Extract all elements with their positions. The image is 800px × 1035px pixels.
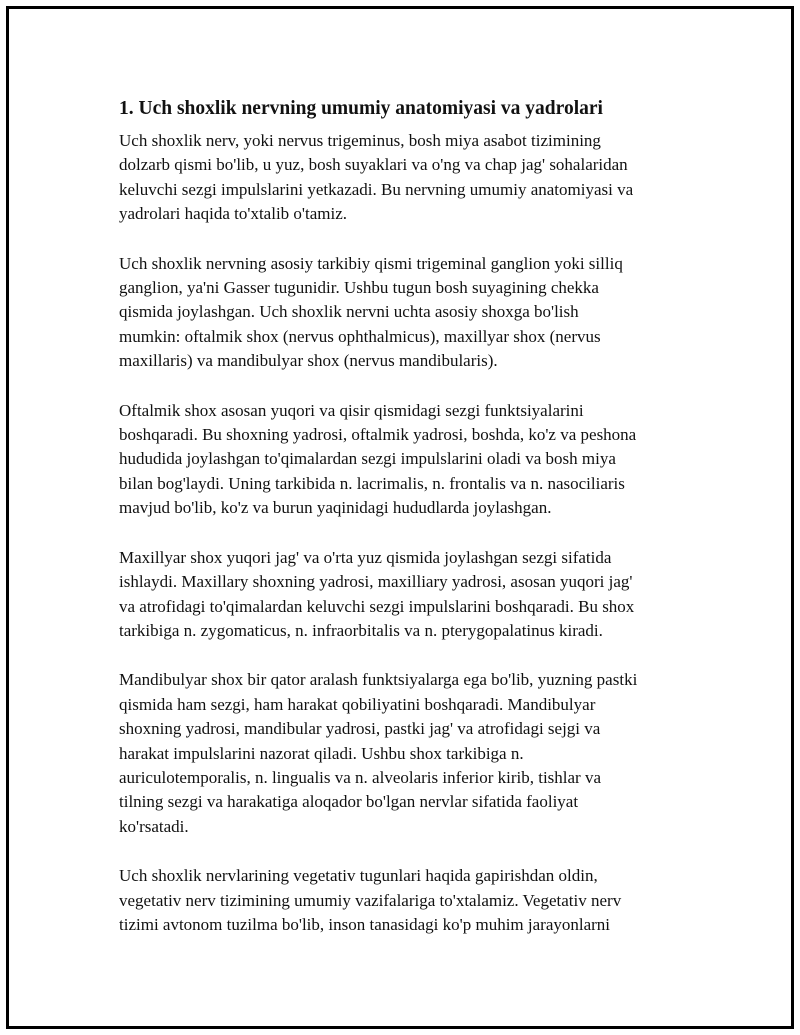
text-line: vegetativ nerv tizimining umumiy vazifalariga to'xtalamiz. Vegetativ nerv: [119, 890, 622, 910]
paragraph: [119, 668, 691, 839]
text-line: maxillaris) va mandibulyar shox (nervus mandibularis).: [119, 351, 498, 371]
text-line: yadrolari haqida to'xtalib o'tamiz.: [119, 204, 347, 224]
paragraph: [119, 129, 691, 227]
text-line: Uch shoxlik nerv, yoki nervus trigeminus, bosh miya asabot tizimining: [119, 131, 601, 150]
paragraph: [119, 864, 691, 937]
text-line: va atrofidagi to'qimalardan keluvchi sezgi impulslarini boshqaradi. Bu shox: [119, 596, 635, 616]
text-line: qismida ham sezgi, ham harakat qobiliyatini boshqaradi. Mandibulyar: [119, 694, 596, 714]
text-line: mumkin: oftalmik shox (nervus ophthalmicus), maxillyar shox (nervus: [119, 326, 601, 346]
text-line: tarkibiga n. zygomaticus, n. infraorbitalis va n. pterygopalatinus kiradi.: [119, 620, 603, 640]
text-line: ko'rsatadi.: [119, 816, 189, 836]
text-line: qismida joylashgan. Uch shoxlik nervni uchta asosiy shoxga bo'lish: [119, 302, 579, 322]
text-line: mavjud bo'lib, ko'z va burun yaqinidagi hududlarda joylashgan.: [119, 498, 552, 518]
text-line: harakat impulslarini nazorat qiladi. Ushbu shox tarkibiga n.: [119, 743, 524, 763]
text-line: Uch shoxlik nervning asosiy tarkibiy qismi trigeminal ganglion yoki silliq: [119, 253, 623, 273]
text-line: ishlaydi. Maxillary shoxning yadrosi, maxilliary yadrosi, asosan yuqori jag': [119, 572, 633, 592]
text-line: Mandibulyar shox bir qator aralash funktsiyalarga ega bo'lib, yuzning pastki: [119, 670, 638, 690]
text-line: shoxning yadrosi, mandibular yadrosi, pastki jag' va atrofidagi sejgi va: [119, 719, 601, 739]
paragraph: [119, 252, 691, 374]
page-content: [119, 97, 691, 962]
document-heading: 1. Uch shoxlik nervning umumiy anatomiyasi va yadrolari: [119, 98, 603, 119]
text-line: ganglion, ya'ni Gasser tugunidir. Ushbu tugun bosh suyagining chekka: [119, 278, 599, 298]
text-line: tilning sezgi va harakatiga aloqador bo'lgan nervlar sifatida faoliyat: [119, 792, 579, 812]
text-line: Oftalmik shox asosan yuqori va qisir qismidagi sezgi funktsiyalarini: [119, 400, 584, 420]
text-line: Maxillyar shox yuqori jag' va o'rta yuz qismida joylashgan sezgi sifatida: [119, 547, 612, 567]
text-line: boshqaradi. Bu shoxning yadrosi, oftalmik yadrosi, boshda, ko'z va peshona: [119, 425, 637, 445]
text-line: hududida joylashgan to'qimalardan sezgi impulslarini oladi va bosh miya: [119, 449, 616, 469]
text-line: bilan bog'laydi. Uning tarkibida n. lacrimalis, n. frontalis va n. nasociliaris: [119, 473, 625, 493]
text-line: tizimi avtonom tuzilma bo'lib, inson tanasidagi ko'p muhim jarayonlarni: [119, 914, 611, 934]
page-frame: [6, 6, 794, 1029]
text-line: dolzarb qismi bo'lib, u yuz, bosh suyaklari va o'ng va chap jag' sohalaridan: [119, 155, 628, 175]
paragraph: [119, 546, 691, 644]
paragraph: [119, 399, 691, 521]
text-line: Uch shoxlik nervlarining vegetativ tugunlari haqida gapirishdan oldin,: [119, 866, 598, 886]
text-line: keluvchi sezgi impulslarini yetkazadi. Bu nervning umumiy anatomiyasi va: [119, 179, 634, 199]
text-line: auriculotemporalis, n. lingualis va n. alveolaris inferior kirib, tishlar va: [119, 767, 602, 787]
